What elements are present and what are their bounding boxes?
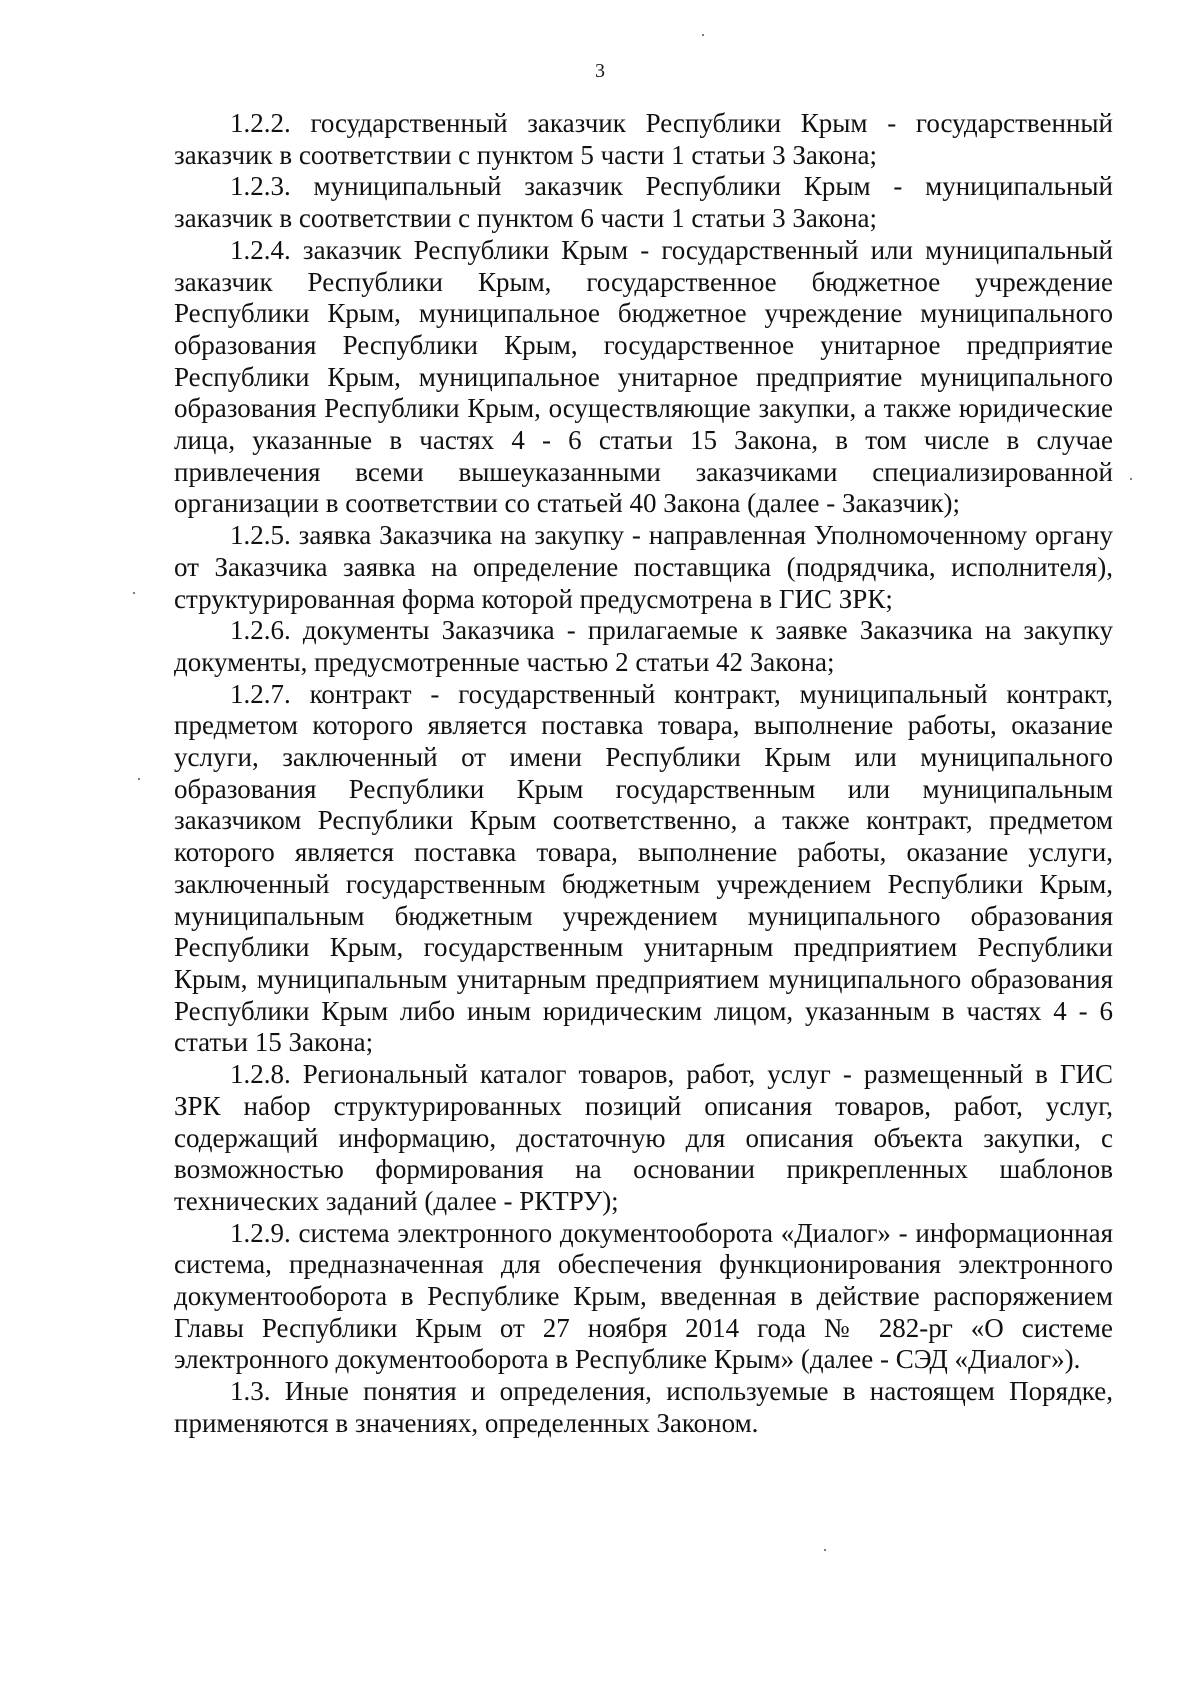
paragraph-1-2-7: 1.2.7. контракт - государственный контракт, муниципальный контракт, предметом которого является поставка товара, выполнение работы, оказание услуги, заключенный от имени Республики Крым или муниципального образования Республики Крым государственным или муниципальным заказчиком Республики Крым соответственно, а также контракт, предметом которого является поставка товара, выполнение работы, оказание услуги, заключенный государственным бюджетным учреждением Республики Крым, муниципальным бюджетным учреждением муниципального образования Республики Крым, государственным унитарным предприятием Республики Крым, муниципальным унитарным предприятием муниципального образования Республики Крым либо иным юридическим лицом, указанным в частях 4 - 6 статьи 15 Закона; [174, 678, 1113, 1058]
scan-speck [138, 778, 140, 780]
paragraph-1-2-5: 1.2.5. заявка Заказчика на закупку - направленная Уполномоченному органу от Заказчика заявка на определение поставщика (подрядчика, исполнителя), структурированная форма которой предусмотрена в ГИС ЗРК; [174, 520, 1113, 614]
page-number: 3 [595, 60, 605, 82]
paragraph-1-2-8: 1.2.8. Региональный каталог товаров, работ, услуг - размещенный в ГИС ЗРК набор структурированных позиций описания товаров, работ, услуг, содержащий информацию, достаточную для описания объекта закупки, с возможностью формирования на основании прикрепленных шаблонов технических заданий (далее - РКТРУ); [174, 1059, 1113, 1216]
paragraph-1-2-4: 1.2.4. заказчик Республики Крым - государственный или муниципальный заказчик Республики Крым, государственное бюджетное учреждение Республики Крым, муниципальное бюджетное учреждение муниципального образования Республики Крым, государственное унитарное предприятие Республики Крым, муниципальное унитарное предприятие муниципального образования Республики Крым, осуществляющие закупки, а также юридические лица, указанные в частях 4 - 6 статьи 15 Закона, в том числе в случае привлечения всеми вышеуказанными заказчиками специализированной организации в соответствии со статьей 40 Закона (далее - Заказчик); [174, 234, 1113, 519]
scan-speck [702, 34, 704, 36]
paragraph-1-2-2: 1.2.2. государственный заказчик Республики Крым - государственный заказчик в соответствии с пунктом 5 части 1 статьи 3 Закона; [174, 108, 1113, 170]
scan-speck [133, 592, 135, 594]
document-body [174, 108, 1113, 1440]
paragraph-1-2-3: 1.2.3. муниципальный заказчик Республики Крым - муниципальный заказчик в соответствии с пунктом 6 части 1 статьи 3 Закона; [174, 171, 1113, 234]
scan-speck [824, 1549, 826, 1551]
paragraph-1-2-9: 1.2.9. система электронного документооборота «Диалог» - информационная система, предназначенная для обеспечения функционирования электронного документооборота в Республике Крым, введенная в действие распоряжением Главы Республики Крым от 27 ноября 2014 года № 282-рг «О системе электронного документооборота в Республике Крым» (далее - СЭД «Диалог»). [174, 1217, 1113, 1375]
paragraph-1-2-6: 1.2.6. документы Заказчика - прилагаемые к заявке Заказчика на закупку документы, предусмотренные частью 2 статьи 42 Закона; [174, 615, 1113, 677]
paragraph-1-3: 1.3. Иные понятия и определения, используемые в настоящем Порядке, применяются в значениях, определенных Законом. [174, 1376, 1113, 1438]
scan-speck [1130, 478, 1132, 480]
